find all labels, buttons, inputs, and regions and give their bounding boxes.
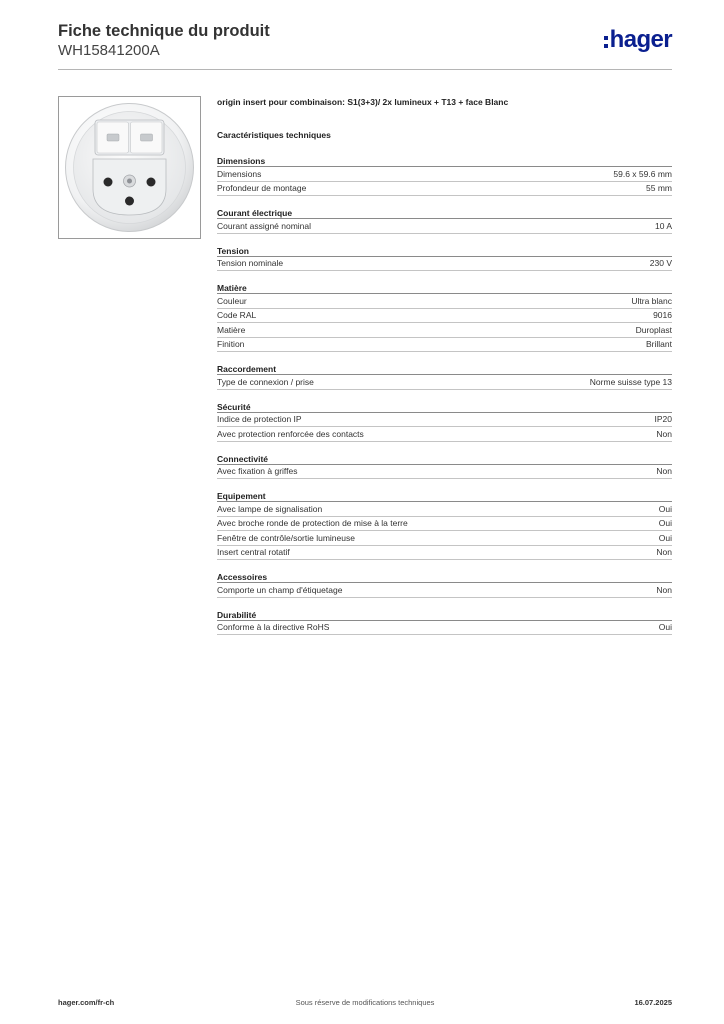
- document-title: Fiche technique du produit: [58, 22, 270, 40]
- spec-label: Dimensions: [217, 168, 262, 179]
- spec-row: [217, 583, 672, 598]
- spec-row: [217, 167, 672, 182]
- footer-date: 16.07.2025: [634, 998, 672, 1007]
- spec-section: [217, 453, 672, 480]
- section-title: Durabilité: [217, 609, 672, 621]
- section-title: Connectivité: [217, 453, 672, 465]
- spec-label: Code RAL: [217, 310, 257, 321]
- spec-label: Avec protection renforcée des contacts: [217, 428, 364, 439]
- spec-label: Tension nominale: [217, 258, 284, 269]
- spec-section: [217, 245, 672, 272]
- spec-section: [217, 571, 672, 598]
- spec-label: Profondeur de montage: [217, 183, 307, 194]
- spec-label: Finition: [217, 339, 245, 350]
- spec-value: IP20: [654, 414, 672, 425]
- spec-sections: [217, 155, 672, 635]
- spec-label: Courant assigné nominal: [217, 220, 312, 231]
- spec-section: [217, 609, 672, 636]
- spec-row: [217, 294, 672, 309]
- product-description: origin insert pour combinaison: S1(3+3)/ 2x lumineux + T13 + face Blanc: [217, 97, 509, 107]
- socket-switch-illustration: [59, 97, 200, 238]
- section-title: Dimensions: [217, 155, 672, 167]
- section-title: Raccordement: [217, 363, 672, 375]
- product-reference: WH15841200A: [58, 42, 160, 59]
- spec-row: [217, 323, 672, 338]
- spec-section: [217, 363, 672, 390]
- spec-value: Oui: [658, 518, 672, 529]
- spec-value: Norme suisse type 13: [589, 376, 672, 387]
- spec-row: [217, 502, 672, 517]
- section-title: Tension: [217, 245, 672, 257]
- footer-disclaimer: Sous réserve de modifications techniques: [295, 998, 435, 1007]
- section-title: Accessoires: [217, 571, 672, 583]
- spec-label: Comporte un champ d'étiquetage: [217, 584, 343, 595]
- spec-label: Indice de protection IP: [217, 414, 302, 425]
- spec-section: [217, 207, 672, 234]
- spec-section: [217, 282, 672, 352]
- section-title: Sécurité: [217, 401, 672, 413]
- spec-row: [217, 338, 672, 353]
- spec-label: Matière: [217, 324, 246, 335]
- spec-value: Non: [656, 584, 672, 595]
- spec-row: [217, 309, 672, 324]
- spec-value: 9016: [653, 310, 672, 321]
- spec-label: Insert central rotatif: [217, 547, 290, 558]
- spec-row: [217, 621, 672, 636]
- spec-section: [217, 401, 672, 442]
- spec-section: [217, 155, 672, 196]
- spec-row: [217, 413, 672, 428]
- spec-label: Type de connexion / prise: [217, 376, 314, 387]
- logo-dots-icon: [604, 36, 608, 48]
- spec-value: 55 mm: [646, 183, 672, 194]
- spec-section: [217, 490, 672, 560]
- spec-row: [217, 517, 672, 532]
- spec-value: 59.6 x 59.6 mm: [613, 168, 672, 179]
- spec-value: Ultra blanc: [631, 295, 672, 306]
- spec-row: [217, 375, 672, 390]
- page-footer: [58, 998, 672, 1007]
- spec-value: Non: [656, 466, 672, 477]
- spec-row: [217, 531, 672, 546]
- spec-row: [217, 427, 672, 442]
- spec-value: Oui: [658, 532, 672, 543]
- spec-row: [217, 182, 672, 197]
- spec-row: [217, 465, 672, 480]
- spec-label: Conforme à la directive RoHS: [217, 622, 330, 633]
- spec-value: Duroplast: [635, 324, 672, 335]
- spec-row: [217, 257, 672, 272]
- spec-label: Avec lampe de signalisation: [217, 503, 323, 514]
- spec-value: Non: [656, 428, 672, 439]
- product-details: [217, 97, 672, 635]
- logo-text: hager: [609, 26, 672, 53]
- spec-value: Non: [656, 547, 672, 558]
- spec-label: Avec fixation à griffes: [217, 466, 298, 477]
- technical-characteristics-title: Caractéristiques techniques: [217, 130, 331, 140]
- footer-website: hager.com/fr-ch: [58, 998, 115, 1007]
- section-title: Equipement: [217, 490, 672, 502]
- spec-row: [217, 219, 672, 234]
- section-title: Courant électrique: [217, 207, 672, 219]
- section-title: Matière: [217, 282, 672, 294]
- spec-value: Brillant: [646, 339, 672, 350]
- spec-row: [217, 546, 672, 561]
- product-image: [58, 96, 201, 239]
- page-header: [58, 22, 672, 70]
- spec-label: Avec broche ronde de protection de mise à la terre: [217, 518, 408, 529]
- hager-logo: [604, 27, 672, 53]
- spec-value: Oui: [658, 622, 672, 633]
- spec-value: Oui: [658, 503, 672, 514]
- spec-label: Fenêtre de contrôle/sortie lumineuse: [217, 532, 355, 543]
- spec-value: 10 A: [654, 220, 672, 231]
- spec-label: Couleur: [217, 295, 247, 306]
- spec-value: 230 V: [649, 258, 672, 269]
